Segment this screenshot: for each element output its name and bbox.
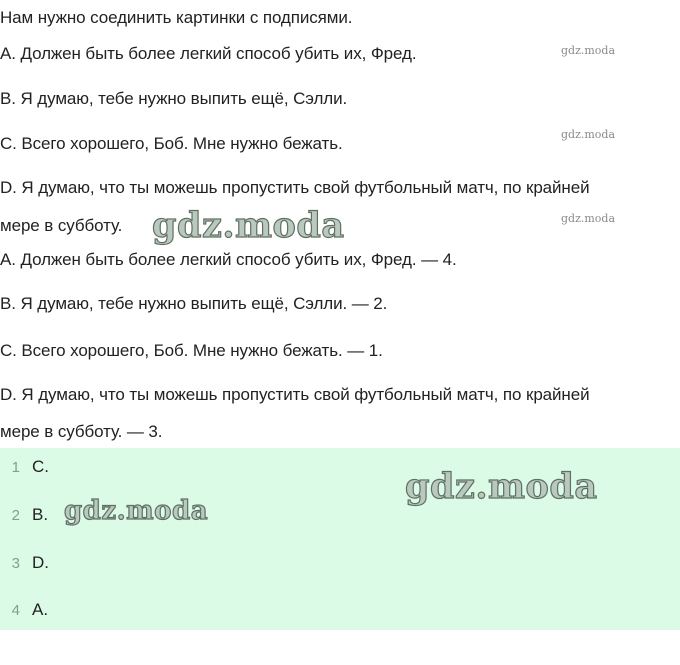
answer-a: A. Должен быть более легкий способ убить их, Фред. — 4. [0, 250, 457, 269]
list-item-text: A. [32, 600, 49, 619]
list-item-number: 3 [11, 554, 20, 572]
watermark-small: gdz.moda [561, 44, 616, 57]
watermark-medium: gdz.moda [64, 496, 209, 526]
watermark-small: gdz.moda [561, 212, 616, 225]
question-d-line-1: D. Я думаю, что ты можешь пропустить свой футбольный матч, по крайней [0, 178, 590, 197]
intro-text: Нам нужно соединить картинки с подписями. [0, 8, 353, 27]
watermark-large: gdz.moda [152, 205, 345, 246]
answer-b: B. Я думаю, тебе нужно выпить ещё, Сэлли. — 2. [0, 294, 388, 313]
watermark-small: gdz.moda [561, 128, 616, 141]
answer-d-line-1: D. Я думаю, что ты можешь пропустить свой футбольный матч, по крайней [0, 385, 590, 404]
answer-list-box [0, 448, 680, 630]
list-item [0, 503, 48, 527]
answer-d-line-2: мере в субботу. — 3. [0, 422, 163, 441]
question-d-line-2: мере в субботу. [0, 216, 123, 235]
question-c: C. Всего хорошего, Боб. Мне нужно бежать. [0, 134, 343, 153]
list-item-text: D. [32, 553, 49, 572]
list-item-number: 2 [11, 506, 20, 524]
question-b: B. Я думаю, тебе нужно выпить ещё, Сэлли. [0, 89, 348, 108]
list-item [0, 455, 49, 479]
list-item [0, 551, 49, 575]
list-item-text: B. [32, 505, 49, 524]
question-a: A. Должен быть более легкий способ убить их, Фред. [0, 44, 417, 63]
list-item-number: 4 [11, 601, 20, 619]
list-item-text: C. [32, 457, 49, 476]
watermark-large: gdz.moda [405, 466, 598, 507]
answer-c: C. Всего хорошего, Боб. Мне нужно бежать. — 1. [0, 341, 383, 360]
list-item [0, 598, 48, 622]
list-item-number: 1 [11, 458, 20, 476]
